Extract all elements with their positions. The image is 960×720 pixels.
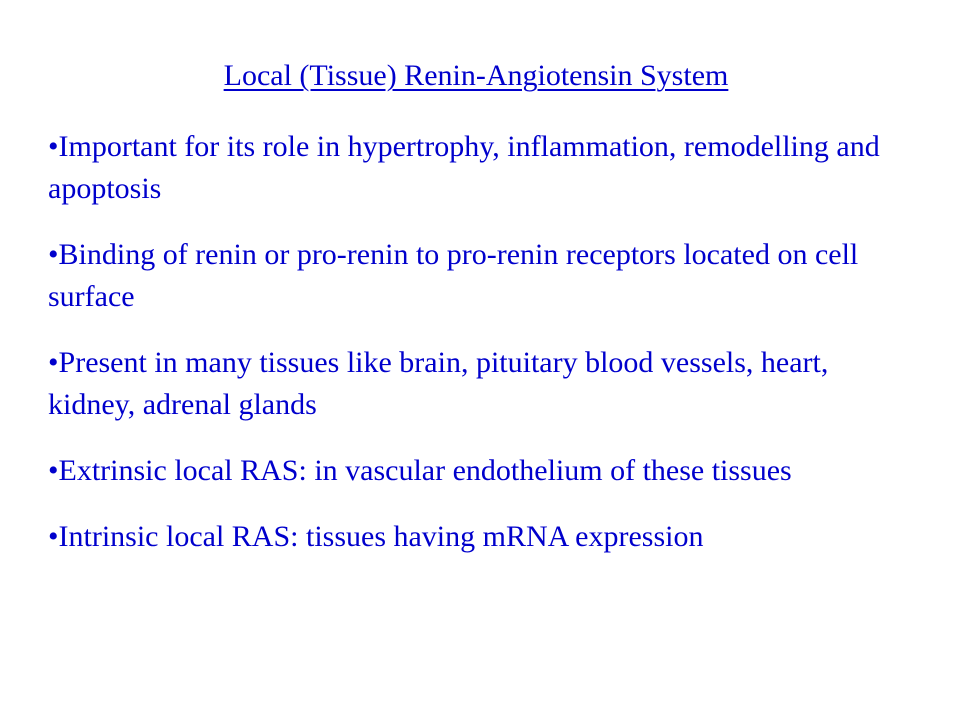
bullet-text: Intrinsic local RAS: tissues having mRNA expression bbox=[58, 520, 704, 553]
bullet-text: Present in many tissues like brain, pituitary blood vessels, heart, kidney, adrenal glands bbox=[48, 346, 829, 421]
bullet-item bbox=[48, 342, 908, 426]
bullet-marker: • bbox=[48, 346, 59, 379]
bullet-item bbox=[48, 234, 908, 318]
bullet-text: Extrinsic local RAS: in vascular endothelium of these tissues bbox=[58, 454, 792, 487]
bullet-text: Binding of renin or pro-renin to pro-renin receptors located on cell surface bbox=[48, 238, 859, 313]
bullet-list bbox=[48, 126, 908, 582]
bullet-marker: • bbox=[48, 454, 59, 487]
slide-title: Local (Tissue) Renin-Angiotensin System bbox=[223, 59, 729, 92]
bullet-marker: • bbox=[48, 238, 59, 271]
bullet-item bbox=[48, 126, 908, 210]
bullet-marker: • bbox=[48, 520, 59, 553]
bullet-text: Important for its role in hypertrophy, inflammation, remodelling and apoptosis bbox=[48, 130, 880, 205]
bullet-item bbox=[48, 450, 908, 492]
bullet-item bbox=[48, 516, 908, 558]
bullet-marker: • bbox=[48, 130, 59, 163]
